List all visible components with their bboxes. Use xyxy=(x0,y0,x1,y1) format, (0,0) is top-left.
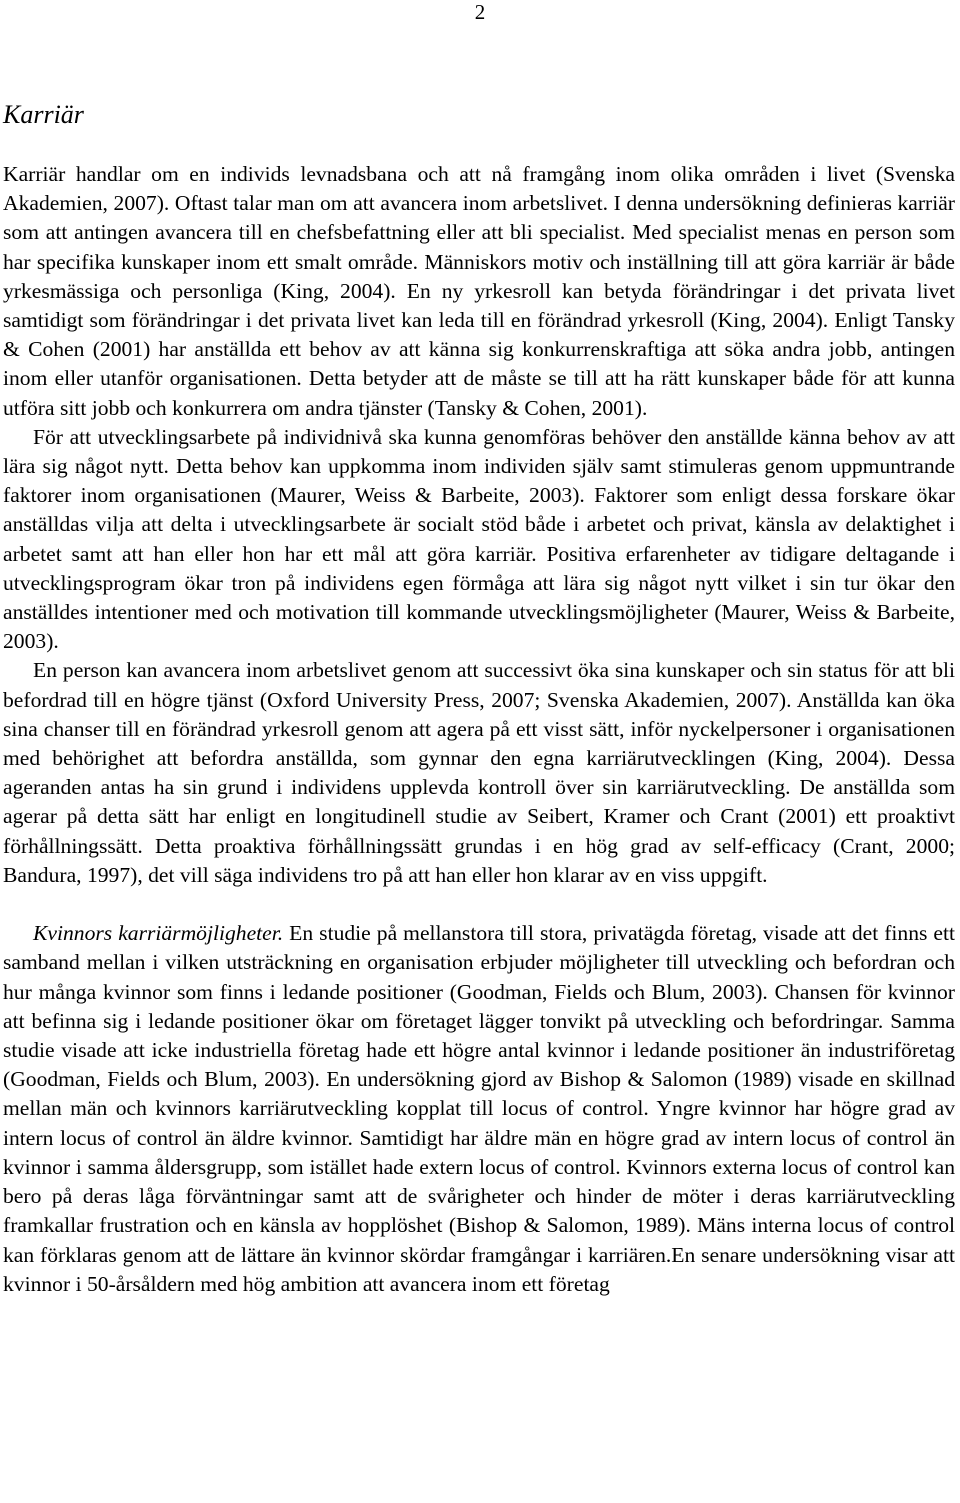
subheading: Kvinnors karriärmöjligheter. xyxy=(33,921,284,946)
paragraph: För att utvecklingsarbete på individnivå ska kunna genomföras behöver den anställde känna behov av att lära sig något nytt. Detta behov kan uppkomma inom individen själv samt stimuleras genom uppmuntrande faktorer inom organisationen (Maurer, Weiss & Barbeite, 2003). Faktorer som enligt dessa forskare ökar anställdas vilja att delta i utvecklingsarbete är socialt stöd både i arbetet och privat, känsla av delaktighet i arbetet samt att han eller hon har ett mål att göra karriär. Positiva erfarenheter av tidigare deltagande i utvecklingsprogram ökar tron på individens egen förmåga att lära sig något nytt vilket i sin tur ökar den anställdes intentioner med och motivation till kommande utvecklingsmöjligheter (Maurer, Weiss & Barbeite, 2003). xyxy=(3,424,955,654)
body-text xyxy=(3,160,955,1299)
page-number: 2 xyxy=(474,0,486,24)
paragraph: Karriär handlar om en individs levnadsbana och att nå framgång inom olika områden i livet (Svenska Akademien, 2007). Oftast talar man om att avancera inom arbetslivet. I denna undersökning definieras karriär som att antingen avancera till en chefsbefattning eller att bli specialist. Med specialist menas en person som har specifika kunskaper inom ett smalt område. Människors motiv och inställning till att göra karriär är både yrkesmässiga och personliga (King, 2004). En ny yrkesroll kan betyda förändringar i det privata livet samtidigt som förändringar i det privata livet kan leda till en förändrad yrkesroll (King, 2004). Enligt Tansky & Cohen (2001) har anställda ett behov av att känna sig konkurrenskraftiga att söka andra jobb, antingen inom eller utanför organisationen. Detta betyder att de måste se till att ha rätt kunskaper både för att kunna utföra sitt jobb och konkurrera om andra tjänster (Tansky & Cohen, 2001). xyxy=(3,162,955,420)
paragraph: En person kan avancera inom arbetslivet genom att successivt öka sina kunskaper och sin status för att bli befordrad till en högre tjänst (Oxford University Press, 2007; Svenska Akademien, 2007). Anställda kan öka sina chanser till en förändrad yrkesroll genom att agera på ett visst sätt, inför nyckelpersoner i organisationen med behörighet att befordra anställda, som gynnar den egna karriärutvecklingen (King, 2004). Dessa ageranden antas ha sin grund i individens upplevda kontroll över sin karriärutveckling. De anställda som agerar på detta sätt har enligt en longitudinell studie av Seibert, Kramer och Crant (2001) ett proaktivt förhållningssätt. Detta proaktiva förhållningssätt grundas i en hög grad av self-efficacy (Crant, 2000; Bandura, 1997), det vill säga individens tro på att han eller hon klarar av en viss uppgift. xyxy=(3,658,955,887)
section-heading: Karriär xyxy=(3,100,84,129)
paragraph xyxy=(3,919,955,1299)
paragraph-text: En studie på mellanstora till stora, privatägda företag, visade att det finns ett samband mellan i vilken utsträckning en organisation erbjuder möjligheter till utveckling och befordran och hur många kvinnor som finns i ledande positioner (Goodman, Fields och Blum, 2003). Chansen för kvinnor att befinna sig i ledande positioner ökar om företaget lägger tonvikt på utveckling och befordringar. Samma studie visade att icke industriella företag hade ett högre antal kvinnor i ledande positioner än industriföretag (Goodman, Fields och Blum, 2003). En undersökning gjord av Bishop & Salomon (1989) visade en skillnad mellan män och kvinnors karriärutveckling kopplat till locus of control. Yngre kvinnor har högre grad av intern locus of control än äldre kvinnor. Samtidigt har äldre män en högre grad av intern locus of control än kvinnor i samma åldersgrupp, som istället hade extern locus of control. Kvinnors externa locus of control kan bero på deras låga förväntningar samt att de svårigheter och hinder de möter i deras karriärutveckling framkallar frustration och en känsla av hopplöshet (Bishop & Salomon, 1989). Mäns interna locus of control kan förklaras genom att de lättare än kvinnor skördar framgångar i karriären.En senare undersökning visar att kvinnor i 50-årsåldern med hög ambition att avancera inom ett företag xyxy=(3,921,956,1296)
